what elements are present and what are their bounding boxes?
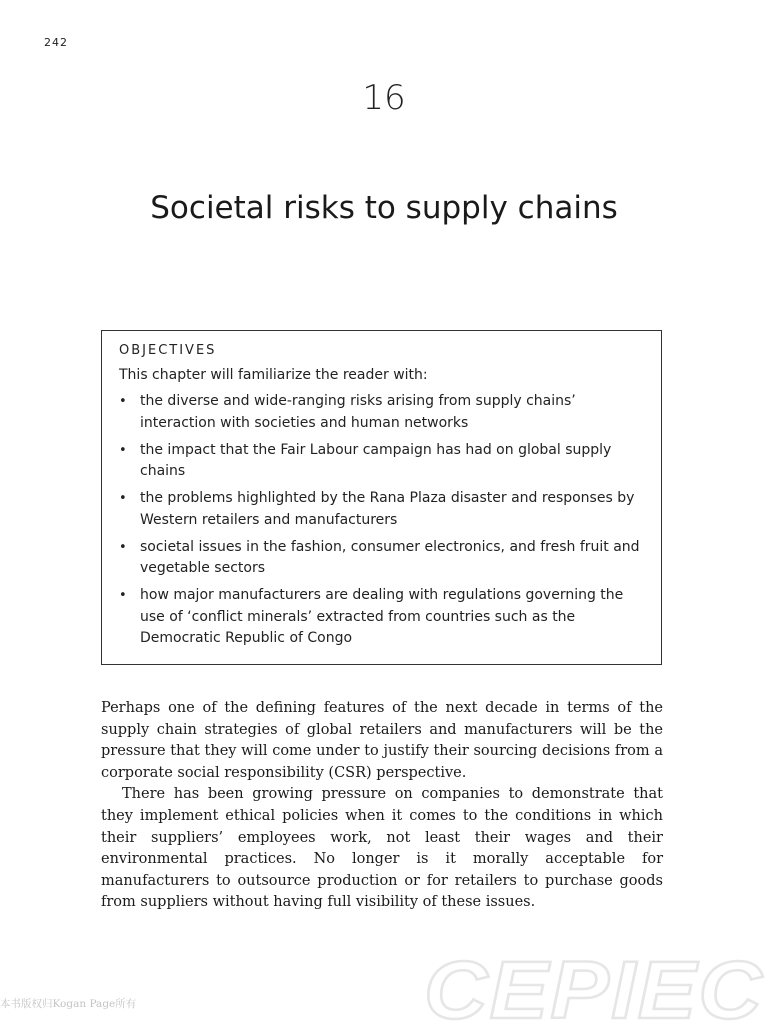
chapter-number: 16 (362, 78, 406, 118)
watermark-logo (418, 948, 768, 1024)
objective-text: the impact that the Fair Labour campaign has had on global supply chains (140, 441, 612, 479)
objectives-list (119, 391, 645, 650)
objective-text: the problems highlighted by the Rana Plaza disaster and responses by Western retailers and manufacturers (140, 490, 635, 528)
svg-text:CEPIEC: CEPIEC (424, 948, 764, 1024)
body-paragraph: There has been growing pressure on companies to demonstrate that they implement ethical policies when it comes to the conditions in which their suppliers’ employees work, not least their wages and their environmental practices. No longer is it morally acceptable for manufacturers to outsource production or for retailers to purchase goods from suppliers without having full visibility of these issues. (101, 786, 663, 911)
objective-item (119, 585, 645, 650)
body-text (101, 698, 663, 914)
objective-item (119, 537, 645, 580)
bullet-icon: • (119, 394, 127, 409)
bullet-icon: • (119, 539, 127, 555)
objectives-heading: OBJECTIVES (119, 343, 217, 358)
bullet-icon: • (119, 588, 127, 603)
objective-text: societal issues in the fashion, consumer electronics, and fresh fruit and vegetable sectors (140, 538, 640, 576)
page-number: 242 (44, 36, 68, 49)
chapter-title: Societal risks to supply chains (150, 190, 618, 226)
bullet-icon: • (119, 442, 127, 458)
watermark-text: 本书版权归Kogan Page所有 (0, 998, 137, 1010)
objective-item (119, 488, 645, 531)
objective-text: the diverse and wide-ranging risks arising from supply chains’ interaction with societies and human networks (140, 393, 576, 431)
body-paragraph: Perhaps one of the defining features of the next decade in terms of the supply chain strategies of global retailers and manufacturers will be the pressure that they will come under to justify their sourcing decisions from a corporate social responsibility (CSR) perspective. (101, 700, 663, 781)
bullet-icon: • (119, 491, 127, 506)
objective-item (119, 440, 645, 483)
objective-item (119, 391, 645, 434)
objective-text: how major manufacturers are dealing with regulations governing the use of ‘conflict minerals’ extracted from countries such as the Democratic Republic of Congo (140, 587, 624, 646)
objectives-box (101, 330, 662, 665)
objectives-intro: This chapter will familiarize the reader with: (119, 367, 428, 383)
